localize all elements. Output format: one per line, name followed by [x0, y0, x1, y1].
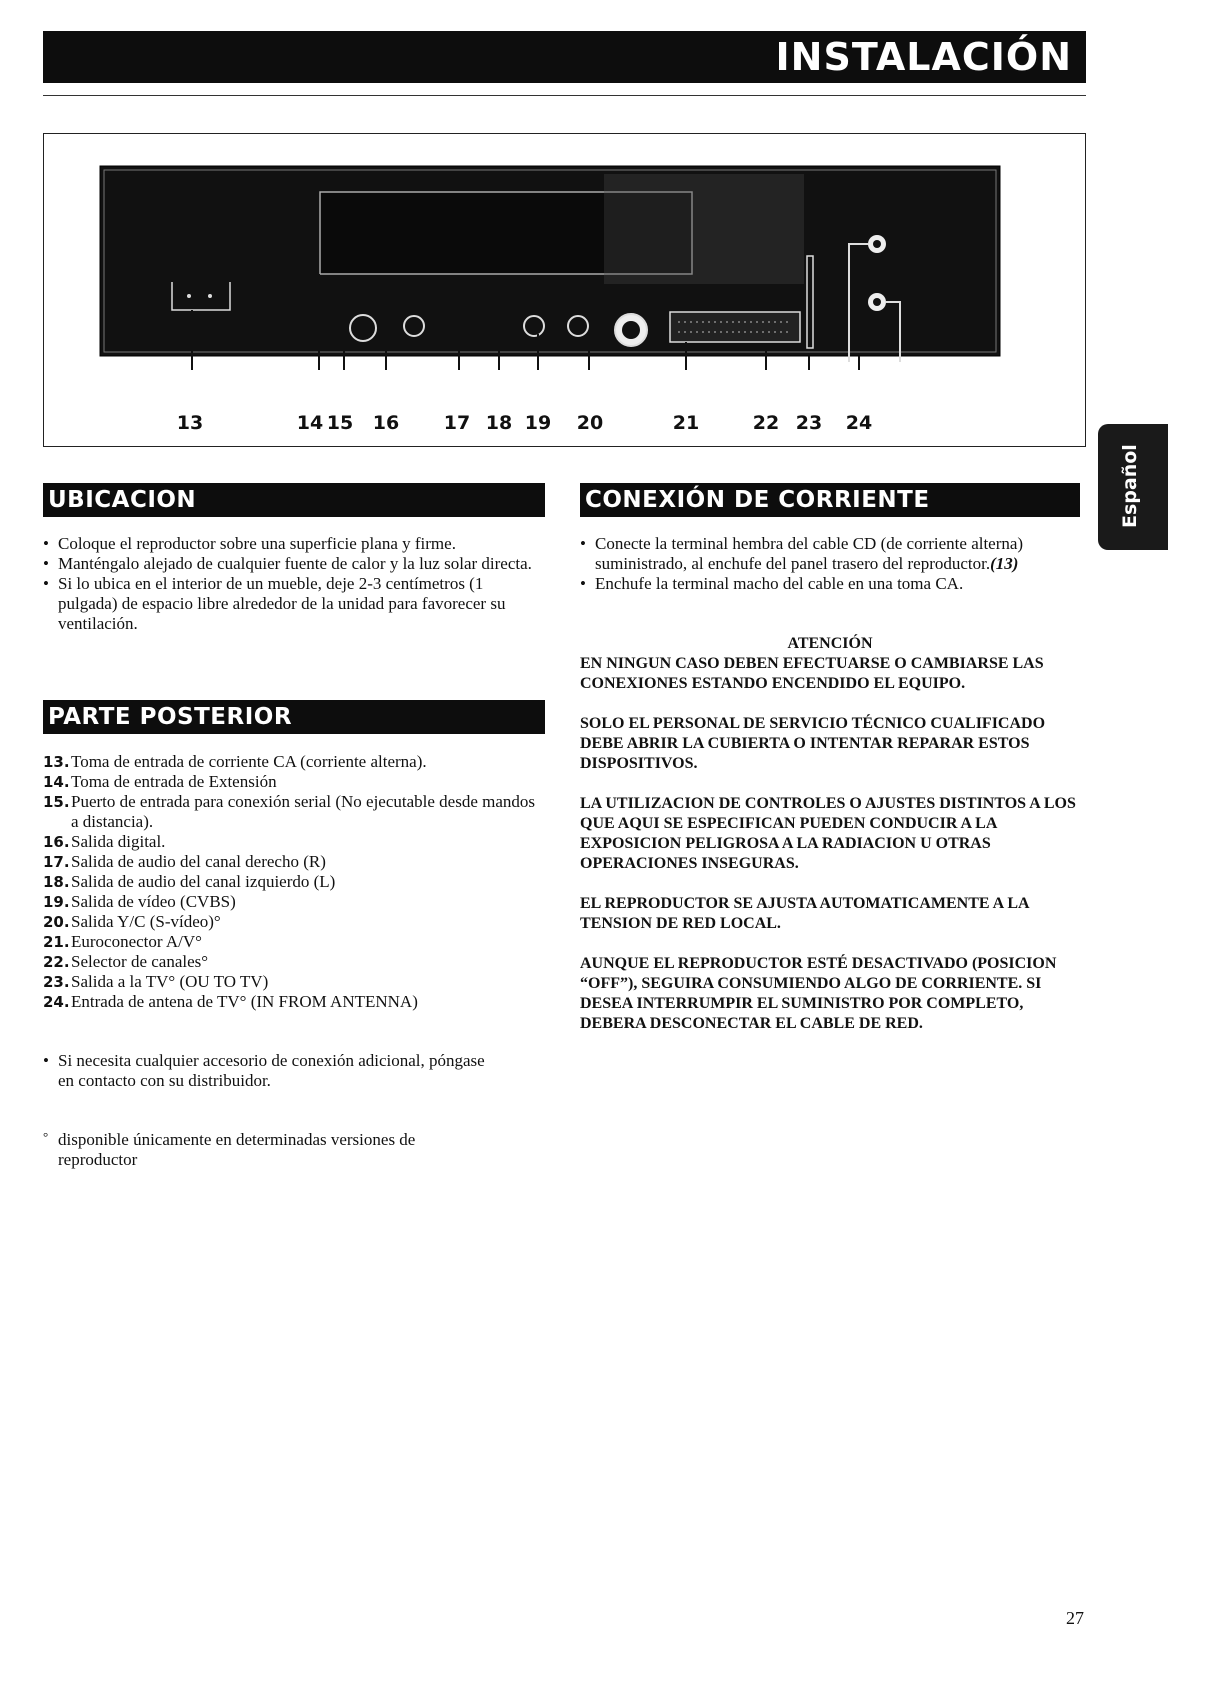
callout-18: 18	[485, 412, 513, 434]
callout-23: 23	[795, 412, 823, 434]
footnote-text: disponible únicamente en determinadas versiones de reproductor	[58, 1130, 416, 1169]
list-item: • Manténgalo alejado de cualquier fuente de calor y la luz solar directa.	[43, 554, 543, 574]
list-item: 13. Toma de entrada de corriente CA (corriente alterna).	[43, 752, 427, 771]
list-item: 20. Salida Y/C (S-vídeo)°	[43, 912, 221, 931]
list-item: • Enchufe la terminal macho del cable en una toma CA.	[580, 574, 1080, 594]
ubicacion-title: UBICACION	[48, 487, 197, 513]
warning-paragraph: EL REPRODUCTOR SE AJUSTA AUTOMATICAMENTE A LA TENSION DE RED LOCAL.	[580, 895, 1029, 932]
list-item: 19. Salida de vídeo (CVBS)	[43, 892, 236, 911]
callout-21: 21	[672, 412, 700, 434]
accessory-note	[43, 1051, 503, 1091]
rear-connectors-list	[43, 752, 545, 1012]
parte-posterior-title: PARTE POSTERIOR	[48, 704, 293, 730]
list-item: 23. Salida a la TV° (OU TO TV)	[43, 972, 269, 991]
conexion-heading	[580, 483, 1080, 517]
callout-15: 15	[326, 412, 354, 434]
warning-paragraph: AUNQUE EL REPRODUCTOR ESTÉ DESACTIVADO (POSICION “OFF”), SEGUIRA CONSUMIENDO ALGO DE CORRIENTE. SI DESEA INTERRUMPIR EL SUMINISTRO POR COMPLETO, DEBERA DESCONECTAR EL CABLE DE RED.	[580, 955, 1057, 1032]
callout-14: 14	[296, 412, 324, 434]
footnote-mark: °	[43, 1129, 49, 1144]
list-item: 16. Salida digital.	[43, 832, 166, 851]
callout-22: 22	[752, 412, 780, 434]
callout-19: 19	[524, 412, 552, 434]
list-item: • Conecte la terminal hembra del cable CD (de corriente alterna) suministrado, al enchufe del panel trasero del reproductor.(13)	[580, 534, 1080, 574]
language-tab	[1098, 424, 1168, 550]
warning-paragraph: LA UTILIZACION DE CONTROLES O AJUSTES DISTINTOS A LOS QUE AQUI SE ESPECIFICAN PUEDEN CONDUCIR A LA EXPOSICION PELIGROSA A LA RADIACION U OTRAS OPERACIONES INSEGURAS.	[580, 795, 1076, 872]
list-item: 21. Euroconector A/V°	[43, 932, 202, 951]
ubicacion-list	[43, 534, 543, 634]
footnote	[43, 1130, 483, 1170]
warning-block	[580, 634, 1080, 1054]
callout-20: 20	[576, 412, 604, 434]
list-item: • Coloque el reproductor sobre una superficie plana y firme.	[43, 534, 543, 554]
language-label: Español	[1119, 444, 1141, 528]
list-item: • Si lo ubica en el interior de un mueble, deje 2-3 centímetros (1 pulgada) de espacio libre alrededor de la unidad para favorecer su ventilación.	[43, 574, 543, 634]
parte-posterior-heading	[43, 700, 545, 734]
ubicacion-heading	[43, 483, 545, 517]
conexion-list	[580, 534, 1080, 594]
header-divider	[43, 95, 1086, 96]
rear-panel-illustration	[44, 134, 1085, 446]
list-item: 22. Selector de canales°	[43, 952, 209, 971]
list-item: 17. Salida de audio del canal derecho (R)	[43, 852, 326, 871]
callout-16: 16	[372, 412, 400, 434]
atencion-title: ATENCIÓN	[787, 635, 873, 652]
list-item: 15. Puerto de entrada para conexión serial (No ejecutable desde mandos a distancia).	[43, 792, 536, 831]
reference-13: (13)	[990, 554, 1019, 573]
callout-24: 24	[845, 412, 873, 434]
warning-paragraph: SOLO EL PERSONAL DE SERVICIO TÉCNICO CUALIFICADO DEBE ABRIR LA CUBIERTA O INTENTAR REPARAR ESTOS DISPOSITIVOS.	[580, 715, 1046, 772]
page-number: 27	[1066, 1608, 1084, 1628]
warning-paragraph: EN NINGUN CASO DEBEN EFECTUARSE O CAMBIARSE LAS CONEXIONES ESTANDO ENCENDIDO EL EQUIPO.	[580, 655, 1044, 692]
rear-panel-figure	[43, 133, 1086, 447]
list-item: • Si necesita cualquier accesorio de conexión adicional, póngase en contacto con su distribuidor.	[43, 1051, 503, 1091]
callout-17: 17	[443, 412, 471, 434]
list-item: 18. Salida de audio del canal izquierdo (L)	[43, 872, 336, 891]
callout-13: 13	[176, 412, 204, 434]
header-bar	[43, 31, 1086, 83]
list-item: 24. Entrada de antena de TV° (IN FROM ANTENNA)	[43, 992, 418, 1011]
list-item: 14. Toma de entrada de Extensión	[43, 772, 277, 791]
conexion-title: CONEXIÓN DE CORRIENTE	[585, 487, 930, 513]
page-title: INSTALACIÓN	[775, 35, 1072, 79]
